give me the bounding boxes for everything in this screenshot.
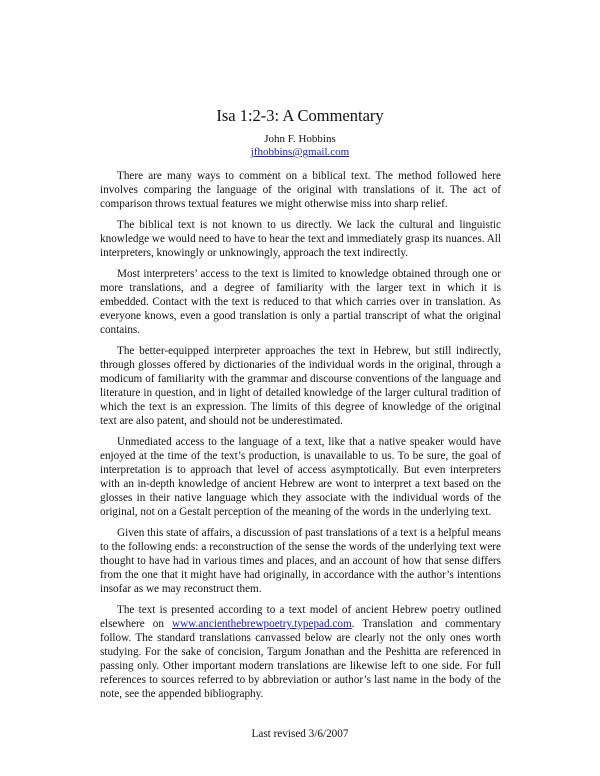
footer-last-revised: Last revised 3/6/2007 — [251, 728, 349, 740]
paragraph-text-after-link: . Translation and commentary follow. The standard translations canvassed below are clearly not the only ones worth studying. For the sake of concision, Targum Jonathan and the Peshitta are referenced in passing only. Other important modern translations are likewise left to one side. For full references to sources referred to by abbreviation or author’s last name in the body of the note, see the appended bibliography. — [100, 618, 501, 700]
author-name: John F. Hobbins — [264, 133, 336, 145]
paragraph: There are many ways to comment on a biblical text. The method followed here involves comparing the language of the original with translations of it. The act of comparison throws textual features we might otherwise miss into sharp relief. — [100, 170, 501, 210]
paragraph: Most interpreters’ access to the text is limited to knowledge obtained through one or more translations, and a degree of familiarity with the larger text in which it is embedded. Contact with the text is reduced to that which carries over in translation. As everyone knows, even a good translation is only a partial transcript of what the original contains. — [100, 268, 501, 336]
paragraph: The better-equipped interpreter approaches the text in Hebrew, but still indirectly, through glosses offered by dictionaries of the individual words in the original, through a modicum of familiarity with the grammar and discourse conventions of the language and literature in question, and in light of detailed knowledge of the larger cultural tradition of which the text is an expression. The limits of this degree of knowledge of the original text are also patent, and should not be underestimated. — [100, 345, 501, 427]
paragraph: The biblical text is not known to us directly. We lack the cultural and linguistic knowledge we would need to have to hear the text and immediately grasp its nuances. All interpreters, knowingly or unknowingly, approach the text indirectly. — [100, 219, 501, 259]
author-email — [0, 146, 600, 159]
website-link[interactable]: www.ancienthebrewpoetry.typepad.com — [172, 618, 352, 630]
paragraph: Given this state of affairs, a discussion of past translations of a text is a helpful means to the following ends: a reconstruction of the sense the words of the underlying text were thought to have had in various times and places, and an account of how that sense differs from the one that it might have had originally, in accordance with the author’s intentions insofar as we may reconstruct them. — [100, 527, 501, 595]
paragraph-text-before-link: The text is presented according to a text model of ancient Hebrew poetry outlined elsewhere on — [100, 604, 501, 630]
page-title: Isa 1:2-3: A Commentary — [216, 106, 384, 125]
document-body — [100, 169, 501, 708]
email-link[interactable]: jfhobbins@gmail.com — [250, 146, 350, 158]
paragraph-last — [100, 603, 501, 701]
paragraph: Unmediated access to the language of a text, like that a native speaker would have enjoyed at the time of the text’s production, is unavailable to us. To be sure, the goal of interpretation is to approach that level of access asymptotically. But even interpreters with an in-depth knowledge of ancient Hebrew are wont to interpret a text based on the glosses in their native language which they associate with the individual words of the original, not on a Gestalt perception of the meaning of the words in the underlying text. — [100, 436, 501, 518]
